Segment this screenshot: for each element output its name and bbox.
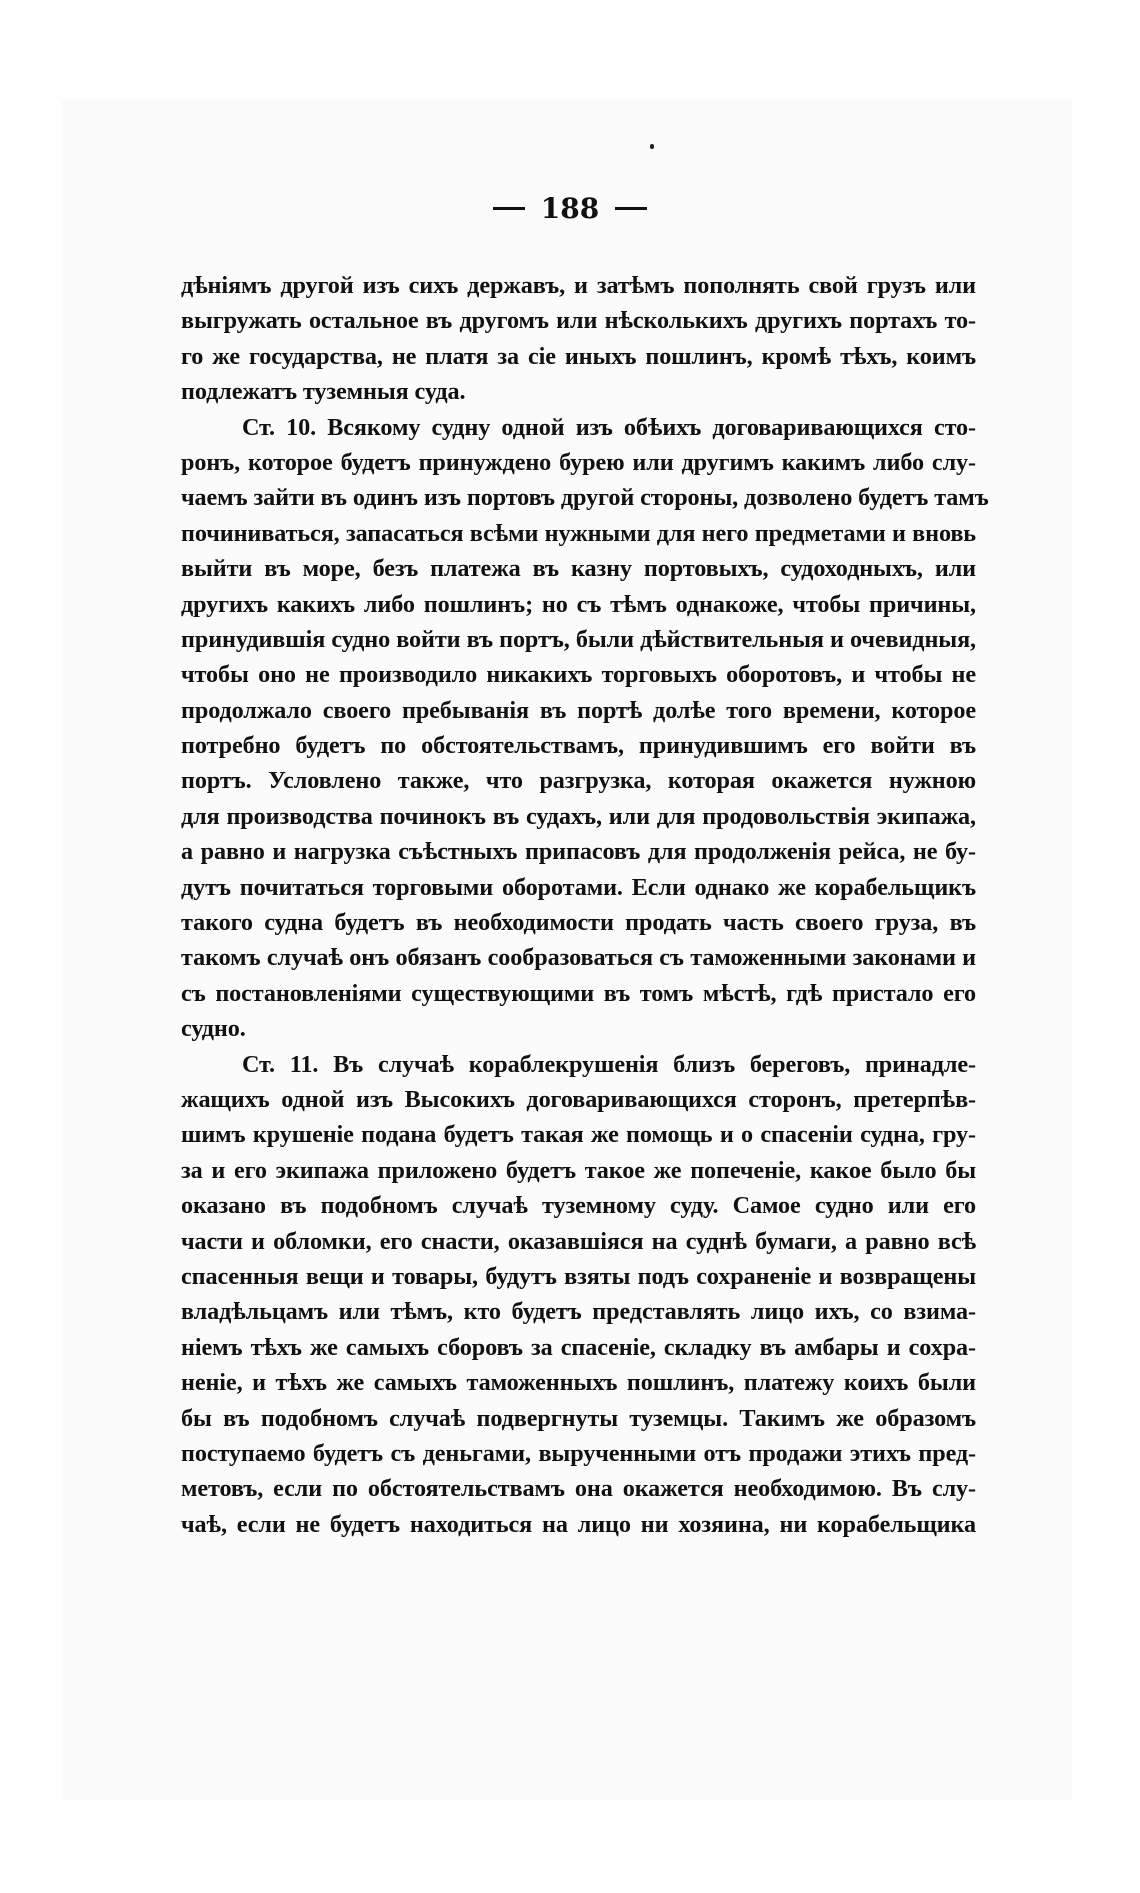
text-line: другихъ какихъ либо пошлинъ; но съ тѣмъ однакоже, чтобы причины,	[181, 590, 976, 618]
text-line: потребно будетъ по обстоятельствамъ, принудившимъ его войти въ	[181, 732, 976, 760]
text-line: шимъ крушеніе подана будетъ такая же помощь и о спасеніи судна, гру-	[181, 1121, 976, 1149]
text-line: жащихъ одной изъ Высокихъ договаривающихся сторонъ, претерпѣв-	[181, 1085, 976, 1113]
text-line: оказано въ подобномъ случаѣ туземному суду. Самое судно или его	[181, 1192, 976, 1220]
text-line: выгружать остальное въ другомъ или нѣсколькихъ другихъ портахъ то-	[181, 307, 976, 335]
text-line: дѣніямъ другой изъ сихъ державъ, и затѣмъ пополнять свой грузъ или	[181, 272, 976, 299]
text-line: а равно и нагрузка съѣстныхъ припасовъ для продолженія рейса, не бу-	[181, 838, 976, 866]
text-line: чаѣ, если не будетъ находиться на лицо ни хозяина, ни корабельщика	[181, 1510, 976, 1538]
text-line: чтобы оно не производило никакихъ торговыхъ оборотовъ, и чтобы не	[181, 661, 976, 689]
text-line: владѣльцамъ или тѣмъ, кто будетъ представлять лицо ихъ, со взима-	[181, 1298, 976, 1326]
right-dash	[615, 207, 647, 210]
text-line: ронъ, которое будетъ принуждено бурею или другимъ какимъ либо слу-	[181, 448, 976, 476]
text-line: го же государства, не платя за сіе иныхъ пошлинъ, кромѣ тѣхъ, коимъ	[181, 342, 976, 370]
left-dash	[493, 207, 525, 210]
text-line: спасенныя вещи и товары, будутъ взяты подъ сохраненіе и возвращены	[181, 1262, 976, 1290]
text-line: подлежатъ туземныя суда.	[181, 378, 466, 406]
text-line: такого судна будетъ въ необходимости продать часть своего груза, въ	[181, 909, 976, 937]
page-number: 188	[540, 192, 600, 225]
article-10-heading-line: Ст. 10. Всякому судну одной изъ обѣихъ договаривающихся сто-	[242, 413, 976, 441]
text-line: за и его экипажа приложено будетъ такое же попеченіе, какое было бы	[181, 1156, 976, 1184]
text-line: починиваться, запасаться всѣми нужными для него предметами и вновь	[181, 519, 976, 547]
body-text	[181, 268, 989, 1542]
text-line: выйти въ море, безъ платежа въ казну портовыхъ, судоходныхъ, или	[181, 555, 976, 583]
text-line: такомъ случаѣ онъ обязанъ сообразоваться съ таможенными законами и	[181, 944, 976, 972]
text-line: неніе, и тѣхъ же самыхъ таможенныхъ пошлинъ, платежу коихъ были	[181, 1369, 976, 1397]
text-line: дутъ почитаться торговыми оборотами. Если однако же корабельщикъ	[181, 873, 976, 901]
ink-speck	[650, 144, 654, 149]
text-line: поступаемо будетъ съ деньгами, вырученными отъ продажи этихъ пред-	[181, 1439, 976, 1467]
text-line: принудившія судно войти въ портъ, были дѣйствительныя и очевидныя,	[181, 625, 976, 653]
text-line: судно.	[181, 1015, 246, 1043]
page-header	[0, 192, 1140, 225]
article-11-heading-line: Ст. 11. Въ случаѣ кораблекрушенія близъ береговъ, принадле-	[242, 1050, 976, 1078]
text-line: чаемъ зайти въ одинъ изъ портовъ другой стороны, дозволено будетъ тамъ	[181, 484, 989, 512]
text-line: продолжало своего пребыванія въ портѣ долѣе того времени, которое	[181, 696, 976, 724]
text-line: части и обломки, его снасти, оказавшіяся на суднѣ бумаги, а равно всѣ	[181, 1227, 976, 1255]
text-line: бы въ подобномъ случаѣ подвергнуты туземцы. Такимъ же образомъ	[181, 1404, 976, 1432]
text-line: ніемъ тѣхъ же самыхъ сборовъ за спасеніе, складку въ амбары и сохра-	[181, 1333, 976, 1361]
text-line: съ постановленіями существующими въ томъ мѣстѣ, гдѣ пристало его	[181, 979, 976, 1007]
text-line: метовъ, если по обстоятельствамъ она окажется необходимою. Въ слу-	[181, 1475, 976, 1503]
text-line: для производства починокъ въ судахъ, или для продовольствія экипажа,	[181, 802, 976, 830]
text-line: портъ. Условлено также, что разгрузка, которая окажется нужною	[181, 767, 976, 795]
